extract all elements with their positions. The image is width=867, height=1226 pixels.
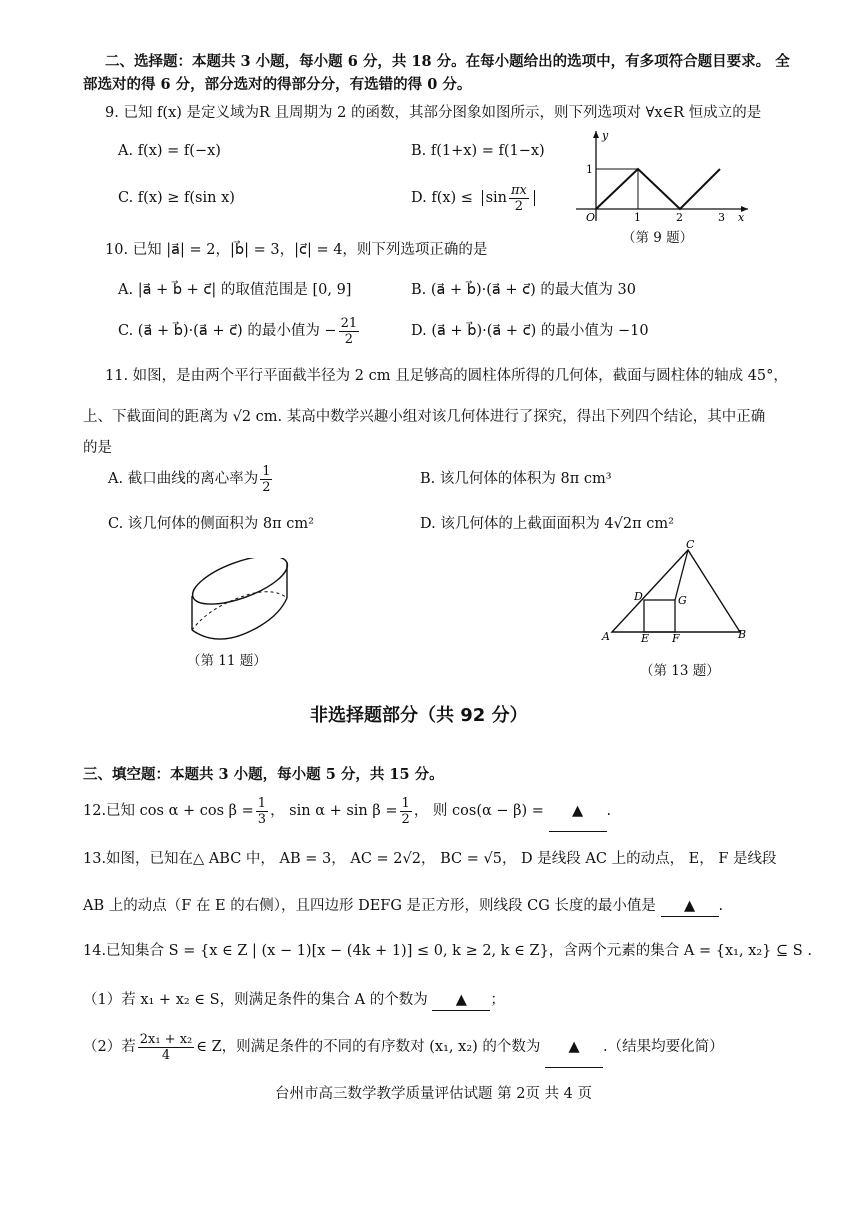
q13-figure-triangle	[612, 550, 740, 632]
q13-line2	[83, 896, 723, 917]
q9-option-d-prefix: D. f(x) ≤	[411, 190, 473, 206]
q9-option-d-sin: sin	[485, 190, 507, 206]
q11-option-a-fraction	[260, 464, 272, 495]
q9-caption: （第 9 题）	[622, 230, 694, 246]
section2-heading-line2: 部选对的得 6 分，部分选对的得部分分，有选错的得 0 分。	[83, 76, 472, 93]
q14-part2-fraction	[138, 1032, 195, 1063]
q14-part1-answer-blank[interactable]: ▲	[432, 990, 490, 1011]
q12-den1: 3	[257, 811, 267, 827]
q14-line1: 14.已知集合 S = {x ∈ Z | (x − 1)[x − (4k + 1)] ≤ 0, k ≥ 2, k ∈ Z}，含两个元素的集合 A = {x₁, x₂} ⊆ S .	[83, 943, 812, 959]
q13-label-f: F	[672, 632, 680, 645]
q9-graph-tick-x2: 2	[676, 211, 683, 224]
q10-option-c-fraction	[339, 316, 360, 347]
q14-part2	[83, 1027, 724, 1068]
q11-figure-top-ellipse	[187, 558, 293, 614]
q9-graph-tick-x3: 3	[718, 211, 725, 224]
q12-fraction-2	[400, 796, 412, 827]
q10-option-c-prefix: C. (a⃗ + b⃗)·(a⃗ + c⃗) 的最小值为 −	[118, 323, 337, 339]
q13-label-g: G	[678, 594, 687, 607]
q9-graph-curve	[596, 169, 720, 209]
q11-option-a-prefix: A. 截口曲线的离心率为	[108, 471, 259, 487]
q10-option-c	[118, 314, 361, 348]
section3-heading: 三、填空题：本题共 3 小题，每小题 5 分，共 15 分。	[83, 766, 444, 783]
section2-heading-line1: 二、选择题：本题共 3 小题，每小题 6 分，共 18 分。在每小题给出的选项中，有多项符合题目要求。 全	[105, 53, 790, 70]
q11-figure-bottom-back	[192, 592, 287, 630]
q9-graph-origin: O	[586, 211, 596, 224]
q13-figure-square	[644, 600, 675, 632]
q11-option-a	[108, 462, 274, 496]
q11-caption: （第 11 题）	[187, 653, 267, 669]
q12	[83, 791, 611, 832]
q14-part1-prefix: （1）若 x₁ + x₂ ∈ S，则满足条件的集合 A 的个数为	[83, 992, 428, 1008]
q14-part2-mid: ∈ Z，则满足条件的不同的有序数对 (x₁, x₂) 的个数为	[196, 1039, 541, 1055]
q14-part1	[83, 990, 505, 1011]
q10-option-c-den: 2	[344, 331, 353, 347]
q11-figure	[180, 558, 295, 643]
q9-graph-xlabel: x	[738, 211, 745, 224]
q13-line2-prefix: AB 上的动点（F 在 E 的右侧），且四边形 DEFG 是正方形，则线段 CG 长度的最小值是	[83, 898, 656, 914]
q13-caption: （第 13 题）	[640, 663, 720, 679]
q9-option-d-fraction	[509, 183, 529, 214]
q9-option-d	[411, 181, 535, 215]
q13-label-e: E	[641, 632, 650, 645]
q13-answer-blank[interactable]: ▲	[661, 896, 719, 917]
q11-line1: 11. 如图，是由两个平行平面截半径为 2 cm 且足够高的圆柱体所得的几何体，截面与圆柱体的轴成 45°，	[105, 368, 788, 384]
q12-fraction-1	[256, 796, 268, 827]
q12-den2: 2	[401, 811, 410, 827]
q9-option-a: A. f(x) = f(−x)	[118, 143, 221, 159]
q11-option-a-den: 2	[262, 479, 271, 495]
q12-prefix: 12.已知 cos α + cos β =	[83, 803, 254, 819]
q10-option-d: D. (a⃗ + b⃗)·(a⃗ + c⃗) 的最小值为 −10	[411, 323, 649, 339]
q14-part2-end: .（结果均要化简）	[603, 1039, 724, 1055]
q10-option-c-num: 21	[340, 315, 358, 331]
q14-part2-num: 2x₁ + x₂	[139, 1031, 193, 1047]
q12-num1: 1	[257, 795, 267, 811]
q9-option-b: B. f(1+x) = f(1−x)	[411, 143, 545, 159]
q13-label-b: B	[738, 628, 747, 641]
q12-suffix: ， 则 cos(α − β) =	[413, 803, 544, 819]
q9-option-d-den: 2	[514, 198, 524, 214]
q12-num2: 1	[401, 795, 410, 811]
q9-graph-tick-y1: 1	[586, 163, 593, 176]
q13-end: .	[718, 898, 724, 914]
q14-part2-answer-blank[interactable]: ▲	[545, 1027, 603, 1068]
q9-graph	[568, 125, 753, 225]
q12-answer-blank[interactable]: ▲	[549, 791, 607, 832]
page-footer: 台州市高三数学教学质量评估试题 第 2页 共 4 页	[275, 1086, 592, 1102]
q9-option-c: C. f(x) ≥ f(sin x)	[118, 190, 235, 206]
q9-stem: 9. 已知 f(x) 是定义域为R 且周期为 2 的函数，其部分图象如图所示，则下列选项对 ∀x∈R 恒成立的是	[105, 105, 762, 121]
q11-option-b: B. 该几何体的体积为 8π cm³	[420, 471, 612, 487]
part2-title: 非选择题部分（共 92 分）	[310, 705, 528, 726]
q13-line1: 13.如图，已知在△ ABC 中， AB = 3， AC = 2√2， BC = √5， D 是线段 AC 上的动点， E， F 是线段	[83, 851, 777, 867]
q11-line3: 的是	[83, 440, 112, 456]
q11-option-c: C. 该几何体的侧面积为 8π cm²	[108, 516, 314, 532]
q13-label-d: D	[634, 590, 643, 603]
q13-label-a: A	[602, 630, 610, 643]
q12-mid: ， sin α + sin β =	[270, 803, 398, 819]
q11-option-a-num: 1	[262, 463, 271, 479]
q9-option-d-num: πx	[510, 182, 527, 198]
q9-graph-y-arrow	[593, 131, 599, 138]
q9-graph-tick-x1: 1	[634, 211, 641, 224]
q12-end: .	[606, 803, 612, 819]
q14-part2-prefix: （2）若	[83, 1039, 136, 1055]
q10-option-a: A. |a⃗ + b⃗ + c⃗| 的取值范围是 [0, 9]	[118, 282, 352, 298]
q14-part1-end: ；	[490, 992, 505, 1008]
q9-option-d-abs	[482, 182, 535, 214]
q13-label-c: C	[686, 538, 695, 551]
q10-stem: 10. 已知 |a⃗| = 2，|b⃗| = 3，|c⃗| = 4，则下列选项正确的是	[105, 242, 488, 258]
q11-line2: 上、下截面间的距离为 √2 cm. 某高中数学兴趣小组对该几何体进行了探究，得出下列四个结论，其中正确	[83, 409, 766, 425]
q13-figure	[600, 538, 760, 648]
q14-part2-den: 4	[161, 1047, 171, 1063]
q9-graph-ylabel: y	[602, 129, 609, 142]
q11-option-d: D. 该几何体的上截面面积为 4√2π cm²	[420, 516, 674, 532]
q10-option-b: B. (a⃗ + b⃗)·(a⃗ + c⃗) 的最大值为 30	[411, 282, 636, 298]
